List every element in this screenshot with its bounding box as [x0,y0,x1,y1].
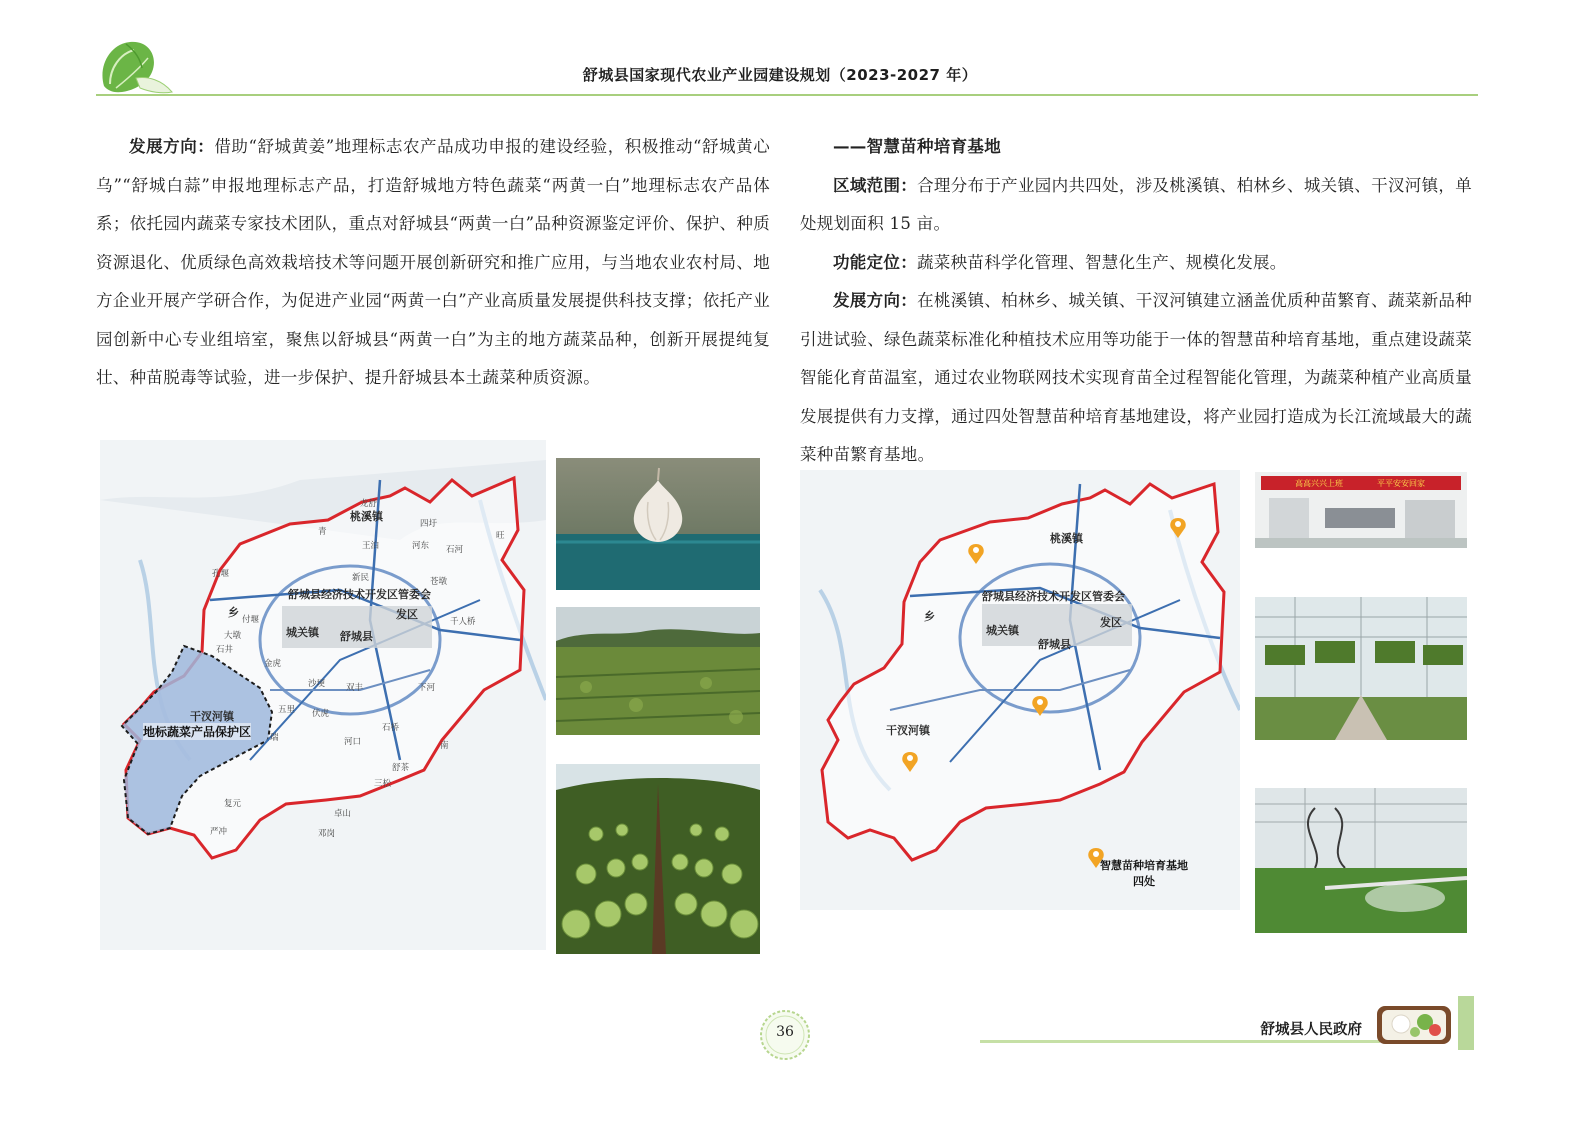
map-small-label: 王泊 [362,541,380,551]
map-small-label: 大墩 [224,631,242,641]
protection-zone-map [100,440,546,950]
development-direction-label: 发展方向： [129,137,215,156]
vegetable-dish-icon [1375,1000,1455,1048]
map-label-chengguan: 城关镇 [286,626,319,639]
development-direction-body: 借助“舒城黄姜”地理标志农产品成功申报的建设经验，积极推动“舒城黄心乌”“舒城白蒜”申报地理标志产品，打造舒城地方特色蔬菜“两黄一白”地理标志农产品体系；依托园内蔬菜专家技术团队，重点对舒城县“两黄一白”品种资源鉴定评价、保护、种质资源退化、优质绿色高效栽培技术等问题开展创新研究和推广应用，与当地农业农村局、地方企业开展产学研合作，为促进产业园“两黄一白”产业高质量发展提供科技支撑；依托产业园创新中心专业组培室，聚焦以舒城县“两黄一白”为主的地方蔬菜品种，创新开展提纯复壮、种苗脱毒等试验，进一步保护、提升舒城县本土蔬菜种质资源。 [96,137,771,387]
map-small-label: 南 [440,741,449,751]
seedling-workshop-photo [1255,472,1467,548]
header-title: 舒城县国家现代农业产业园建设规划（2023-2027 年） [582,66,978,84]
right-text-column [800,128,1472,475]
scope-body: 合理分布于产业园内共四处，涉及桃溪镇、柏林乡、城关镇、干汊河镇，单处规划面积 15 亩。 [800,175,1473,233]
map-label-fashiqu: 发区 [1100,616,1122,629]
field-photo [556,607,760,735]
map-small-label: 千人桥 [450,617,476,627]
map-label-chengguan: 城关镇 [986,624,1019,637]
map-small-label: 沙埂 [308,679,326,689]
map-label-shucheng: 舒城县 [340,630,373,643]
irrigation-greenhouse-photo [1255,788,1467,933]
map-small-label: 旺 [496,531,505,541]
left-text-column [96,128,770,398]
banner-left-text: 高高兴兴上班 [1295,479,1343,488]
map-small-label: 舒茶 [392,763,410,773]
map-label-kaifaqu: 舒城县经济技术开发区管委会 [982,590,1125,603]
scope-label: 区域范围： [833,175,918,195]
map-small-label: 四圩 [420,519,438,529]
map-label-taoxi: 桃溪镇 [350,510,383,523]
page-number: 36 [776,1024,794,1040]
map-small-label: 下河 [418,683,436,693]
map-small-label: 龙舒 [360,499,378,509]
map-small-label: 河东 [412,541,430,551]
footer-accent-bar [1458,996,1474,1050]
map-small-label: 三松 [374,779,392,789]
map-label-ganchahe: 干汊河镇 [190,710,234,723]
footer-divider [980,1040,1380,1043]
map-small-label: 金虎 [264,659,282,669]
map-label-xiang: 乡 [924,610,935,623]
map-small-label: 石井 [216,645,234,655]
function-paragraph [800,244,1472,283]
map-small-label: 五里 [278,705,296,715]
seedling-base-map [800,470,1240,910]
map-label-taoxi: 桃溪镇 [1050,532,1083,545]
direction-label: 发展方向： [833,291,918,310]
map-small-label: 石河 [446,545,464,555]
map-small-label: 邓岗 [318,829,336,839]
greenhouse-hanging-plants-photo [1255,597,1467,740]
map-small-label: 付堰 [242,615,260,625]
function-label: 功能定位： [833,252,917,272]
scope-paragraph [800,167,1472,244]
direction-paragraph [800,282,1472,475]
map-label-xiang: 乡 [228,606,239,619]
map-small-label: 新民 [352,573,370,583]
map-label-shucheng: 舒城县 [1038,638,1071,651]
map-small-label: 伏虎 [312,709,330,719]
section-title: ——智慧苗种培育基地 [833,137,1001,156]
map-small-label: 卓山 [334,809,352,819]
map-label-ganchahe: 干汊河镇 [886,724,930,737]
map-small-label: 石桥 [382,723,400,733]
protection-zone-label: 地标蔬菜产品保护区 [143,725,252,739]
seedling-base-legend: 智慧苗种培育基地 四处 [1100,859,1188,888]
map-small-label: 苍墩 [430,577,448,587]
development-direction-paragraph [96,128,770,398]
cabbage-logo-icon [96,36,176,98]
map-small-label: 复元 [224,799,242,809]
banner-right-text: 平平安安回家 [1377,479,1425,488]
garlic-photo [556,458,760,590]
map-small-label: 河口 [344,737,362,747]
map-small-label: 青 [318,527,327,537]
map-label-kaifaqu: 舒城县经济技术开发区管委会 [288,588,431,601]
greenhouse-cabbage-photo [556,764,760,954]
map-small-label: 双丰 [346,683,364,693]
footer-organization: 舒城县人民政府 [1260,1022,1362,1038]
map-small-label: 孔堰 [212,569,230,579]
map-small-label: 瑞 [270,733,279,743]
map-small-label: 严冲 [210,827,228,837]
map-label-fashiqu: 发区 [396,608,418,621]
function-body: 蔬菜秧苗科学化管理、智慧化生产、规模化发展。 [917,252,1287,272]
direction-body: 在桃溪镇、柏林乡、城关镇、干汊河镇建立涵盖优质种苗繁育、蔬菜新品种引进试验、绿色蔬菜标准化种植技术应用等功能于一体的智慧苗种培育基地，重点建设蔬菜智能化育苗温室，通过农业物联网技术实现育苗全过程智能化管理，为蔬菜种植产业高质量发展提供有力支撑，通过四处智慧苗种培育基地建设，将产业园打造成为长江流域最大的蔬菜种苗繁育基地。 [800,291,1473,464]
header-divider [96,94,1478,96]
